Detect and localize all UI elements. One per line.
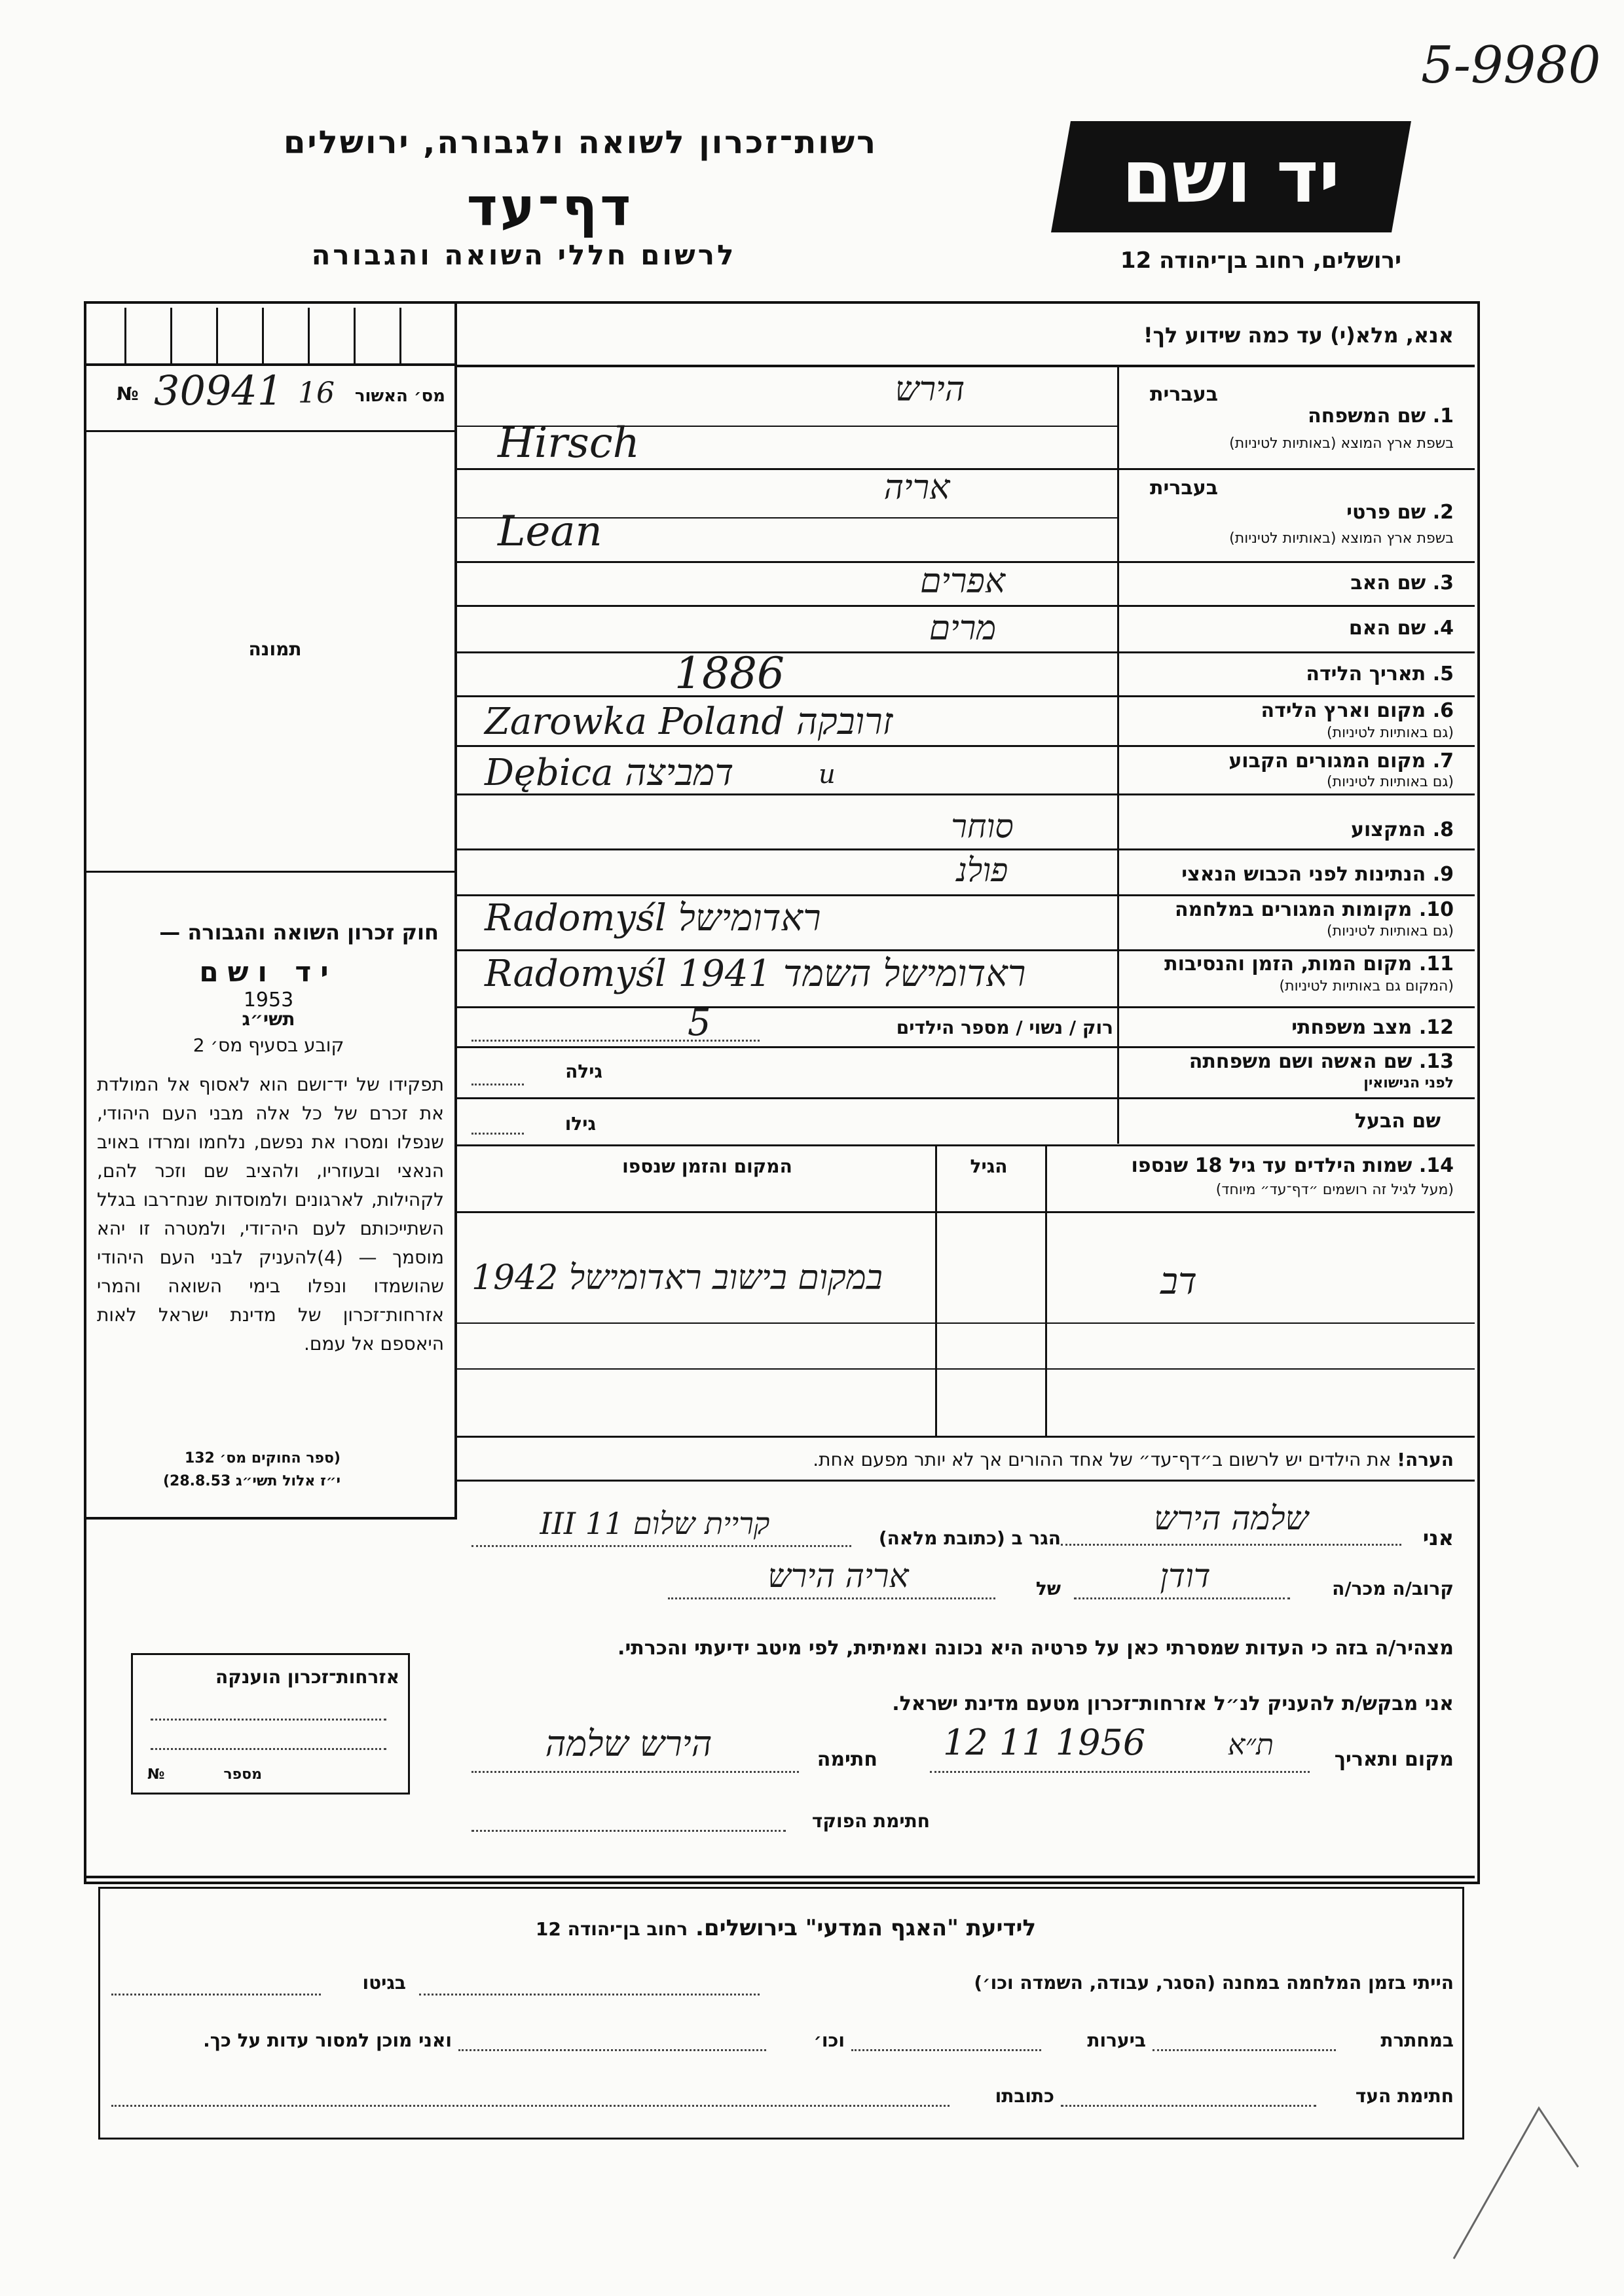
field-7-label-text: מקום המגורים הקבוע xyxy=(1228,750,1426,773)
address: ירושלים, רחוב בן־יהודה 12 xyxy=(1120,247,1401,274)
field-14-label xyxy=(1061,1154,1454,1177)
field-1-value-latin: Hirsch xyxy=(498,419,640,467)
decl-resident-at: הגר ב (כתובת מלאה) xyxy=(878,1527,1061,1549)
decl-signature-label: חתימה xyxy=(817,1748,877,1771)
field-13-age-label: גילה xyxy=(565,1061,602,1082)
field-7-label xyxy=(1146,750,1454,773)
field-3-num: 3. xyxy=(1432,572,1454,594)
field-5-label xyxy=(1146,663,1454,685)
field-6-label xyxy=(1146,699,1454,722)
decl-address: קריית שלום 11 III xyxy=(540,1506,770,1541)
field-2-label xyxy=(1264,501,1454,524)
field-3-value: אפרים xyxy=(919,562,1006,601)
law-ref-1: (ספר החוקים מס׳ 132 xyxy=(184,1450,341,1467)
yad-vashem-logo xyxy=(1051,121,1411,232)
field-7-value-mark: u xyxy=(819,759,836,790)
field-2-label-text: שם פרטי xyxy=(1346,501,1426,524)
field-11-sub: (המקום גם באותיות לטיניות) xyxy=(1279,978,1454,994)
footer-line2-a: במחתרת xyxy=(1380,2030,1454,2051)
field-8-num: 8. xyxy=(1432,818,1454,841)
field-12-label-text: מצב משפחתי xyxy=(1291,1016,1412,1039)
field-13-label-text: שם האשה ושם משפחתה xyxy=(1189,1050,1412,1073)
field-10-sub: (גם באותיות לטיניות) xyxy=(1327,923,1454,939)
field-14-num: 14. xyxy=(1418,1154,1454,1177)
field-6-label-text: מקום וארץ הלידה xyxy=(1261,699,1426,722)
approval-mark: 16 xyxy=(298,376,335,410)
decl-date: 12 11 1956 xyxy=(943,1722,1146,1763)
law-section: קובע בסעיף מס׳ 2 xyxy=(193,1034,344,1056)
logo-text: יד ושם xyxy=(1122,135,1340,219)
field-10-label-text: מקומות המגורים במלחמה xyxy=(1175,898,1412,921)
field-11-num: 11. xyxy=(1418,953,1454,975)
field-4-value: מרים xyxy=(929,609,997,648)
decl-place-date-label: מקום ותאריך xyxy=(1334,1748,1454,1771)
field-14-col-place: המקום והזמן שנספו xyxy=(622,1156,792,1177)
field-4-label-text: שם האם xyxy=(1348,617,1426,640)
photo-label: תמונה xyxy=(248,638,302,660)
field-12-status-options: רוק / נשוי / מספר הילדים xyxy=(896,1017,1113,1038)
field-11-label xyxy=(1126,953,1454,975)
footer-ghetto: בגיטו xyxy=(362,1972,406,1994)
footer-line2-c: וכו׳ xyxy=(813,2030,845,2051)
field-2-value-he: אריה xyxy=(883,468,950,507)
decl-statement: מצהיר/ה בזה כי העדות שמסרתי כאן על פרטיה היא נכונה ואמיתית, לפי מיטב ידיעתי והכרתי. xyxy=(618,1637,1454,1660)
field-13-num: 13. xyxy=(1418,1050,1454,1073)
field-13-sub: לפני הנישואין xyxy=(1363,1075,1454,1091)
field-14-col-age: הגיל xyxy=(970,1156,1008,1177)
memorial-title: אזרחות־זכרון הוענקה xyxy=(215,1666,399,1688)
field-9-value: פולנ xyxy=(956,851,1008,889)
field-5-label-text: תאריך הלידה xyxy=(1306,663,1426,685)
husband-age-label: גילו xyxy=(564,1113,596,1135)
field-1-num: 1. xyxy=(1432,405,1454,428)
instructions: אנא, מלא(י) עד כמה שידוע לך! xyxy=(1143,323,1454,348)
decl-ani: אני xyxy=(1422,1525,1454,1550)
decl-official-signature: חתימת הפוקד xyxy=(811,1810,930,1832)
field-1-label-text: שם המשפחה xyxy=(1308,405,1426,428)
field-9-num: 9. xyxy=(1432,863,1454,886)
law-ref-2: י״ז אלול תשי״ג 28.8.53) xyxy=(162,1473,341,1489)
footer-address: רחוב בן־יהודה 12 xyxy=(535,1918,688,1940)
archive-number: 5-9980 xyxy=(1421,36,1601,95)
field-8-value: סוחר xyxy=(951,807,1014,845)
field-7-value: Dębica דמביצה xyxy=(485,752,734,794)
footer-title xyxy=(393,1915,1179,1941)
org-line: רשות־זכרון לשואה ולגבורה, ירושלים xyxy=(283,124,877,161)
decl-request: אני מבקש/ת להעניק לנ״ל אזרחות־זכרון מטעם מדינת ישראל. xyxy=(892,1692,1454,1715)
field-1-sub: בשפת ארץ המוצא (באותיות לטיניות) xyxy=(1229,435,1454,452)
field-10-num: 10. xyxy=(1418,898,1454,921)
memorial-number-label: מספר xyxy=(223,1766,262,1783)
decl-relative-label: קרוב/ה מכר/ה xyxy=(1332,1578,1454,1599)
form-title: דף־עד xyxy=(466,177,634,238)
scan-mark xyxy=(1428,2088,1585,2285)
note-text: את הילדים יש לרשום ב״דף־עד״ של אחד ההורים אך לא יותר מפעם אחת. xyxy=(813,1449,1392,1470)
approval-number: 30941 xyxy=(154,367,284,414)
field-1-value-he: הירש xyxy=(895,370,965,409)
field-5-num: 5. xyxy=(1432,663,1454,685)
field-3-label-text: שם האב xyxy=(1350,572,1426,594)
field-4-label xyxy=(1146,617,1454,640)
field-1-label xyxy=(1264,405,1454,428)
decl-victim-name: אריה הירש xyxy=(767,1557,909,1595)
field-12-label xyxy=(1126,1016,1454,1039)
field-11-label-text: מקום המות, הזמן והנסיבות xyxy=(1164,953,1412,975)
field-10-value: Radomyśl ראדומישל xyxy=(485,897,821,939)
field-5-value: 1886 xyxy=(674,648,784,699)
decl-witness-name: שלמה הירש xyxy=(1154,1499,1308,1537)
decl-place: ת״א xyxy=(1228,1728,1274,1762)
decl-relation: דודן xyxy=(1160,1557,1211,1595)
field-2-hebrew-tag: בעברית xyxy=(1150,477,1218,500)
footer-line3-b: כתובתו xyxy=(995,2085,1054,2107)
field-2-num: 2. xyxy=(1432,501,1454,524)
field-1-hebrew-tag: בעברית xyxy=(1150,383,1218,406)
law-name: יד ושם xyxy=(199,956,338,988)
field-14-child-place: במקום בישוב ראדומישל 1942 xyxy=(471,1258,883,1298)
approval-no-prefix: № xyxy=(117,383,139,405)
field-2-value-latin: Lean xyxy=(498,507,602,556)
field-14-child-name: דב xyxy=(1160,1260,1197,1303)
footer-line3-a: חתימת העד xyxy=(1355,2085,1454,2107)
law-body: תפקידו של יד־ושם הוא לאסוף אל המולדת את זכרם של כל אלה מבני העם היהודי, שנפלו ומסרו את נפשם, נלחמו ומרדו באויב הנאצי ובעוזריו, ולהציב שם וזכר להם, לקהילות, לארגונים ולמוסדות שנח־רבו בגלל השתייכותם לעם היה־ודי, ולמטרה זו יהא מוסמך — (4)להעניק לבני העם היהודי שהושמדו ונפלו בימי השואה והמרי אזרחות־זכרון של מדינת ישראל לאות היאספם אל עמם. xyxy=(97,1074,444,1355)
law-year-hebrew: תשי״ג xyxy=(242,1008,295,1030)
note xyxy=(458,1449,1454,1470)
field-9-label xyxy=(1126,863,1454,886)
footer-line2-b: ביערות xyxy=(1087,2030,1146,2051)
field-8-label-text: המקצוע xyxy=(1350,818,1426,841)
husband-label: שם הבעל xyxy=(1354,1110,1441,1133)
field-4-num: 4. xyxy=(1432,617,1454,640)
note-label: הערה! xyxy=(1397,1449,1454,1470)
field-2-sub: בשפת ארץ המוצא (באותיות לטיניות) xyxy=(1229,530,1454,547)
field-3-label xyxy=(1146,572,1454,594)
field-7-num: 7. xyxy=(1432,750,1454,773)
field-10-label xyxy=(1126,898,1454,921)
field-8-label xyxy=(1146,818,1454,841)
field-12-num: 12. xyxy=(1418,1016,1454,1039)
field-6-sub: (גם באותיות לטיניות) xyxy=(1327,725,1454,741)
form-subtitle: לרשום חללי השואה והגבורה xyxy=(311,239,737,271)
footer-line2-d: ואני מוכן למסור עדות על כך. xyxy=(203,2030,452,2051)
footer-line-1: הייתי בזמן המלחמה במחנה (הסגר, עבודה, השמדה וכו׳) xyxy=(974,1972,1454,1994)
law-year: 1953 xyxy=(243,989,294,1011)
decl-of: של xyxy=(1035,1578,1061,1599)
field-6-value: Zarowka Poland זרובקה xyxy=(485,701,893,743)
field-12-children: 5 xyxy=(688,1002,711,1044)
memorial-no-prefix: № xyxy=(147,1766,165,1783)
field-9-label-text: הנתינות לפני הכבוש הנאצי xyxy=(1181,863,1426,886)
field-7-sub: (גם באותיות לטיניות) xyxy=(1327,774,1454,790)
field-14-sub: (מעל לגיל זה רושמים ״דף־עד״ מיוחד) xyxy=(1215,1182,1454,1198)
field-11-value: Radomyśl 1941 ראדומישל השמד xyxy=(485,953,1026,995)
decl-signature: הירש שלמה xyxy=(545,1723,712,1764)
approval-label: מס׳ האשור xyxy=(354,386,445,406)
field-6-num: 6. xyxy=(1432,699,1454,722)
field-13-label xyxy=(1126,1050,1454,1073)
field-14-label-text: שמות הילדים עד גיל 18 שנספו xyxy=(1131,1154,1412,1177)
law-title: חוק זכרון השואה והגבורה — xyxy=(159,920,439,945)
footer-title-text: לידיעת "האגף המדעי" בירושלים. xyxy=(695,1915,1037,1941)
